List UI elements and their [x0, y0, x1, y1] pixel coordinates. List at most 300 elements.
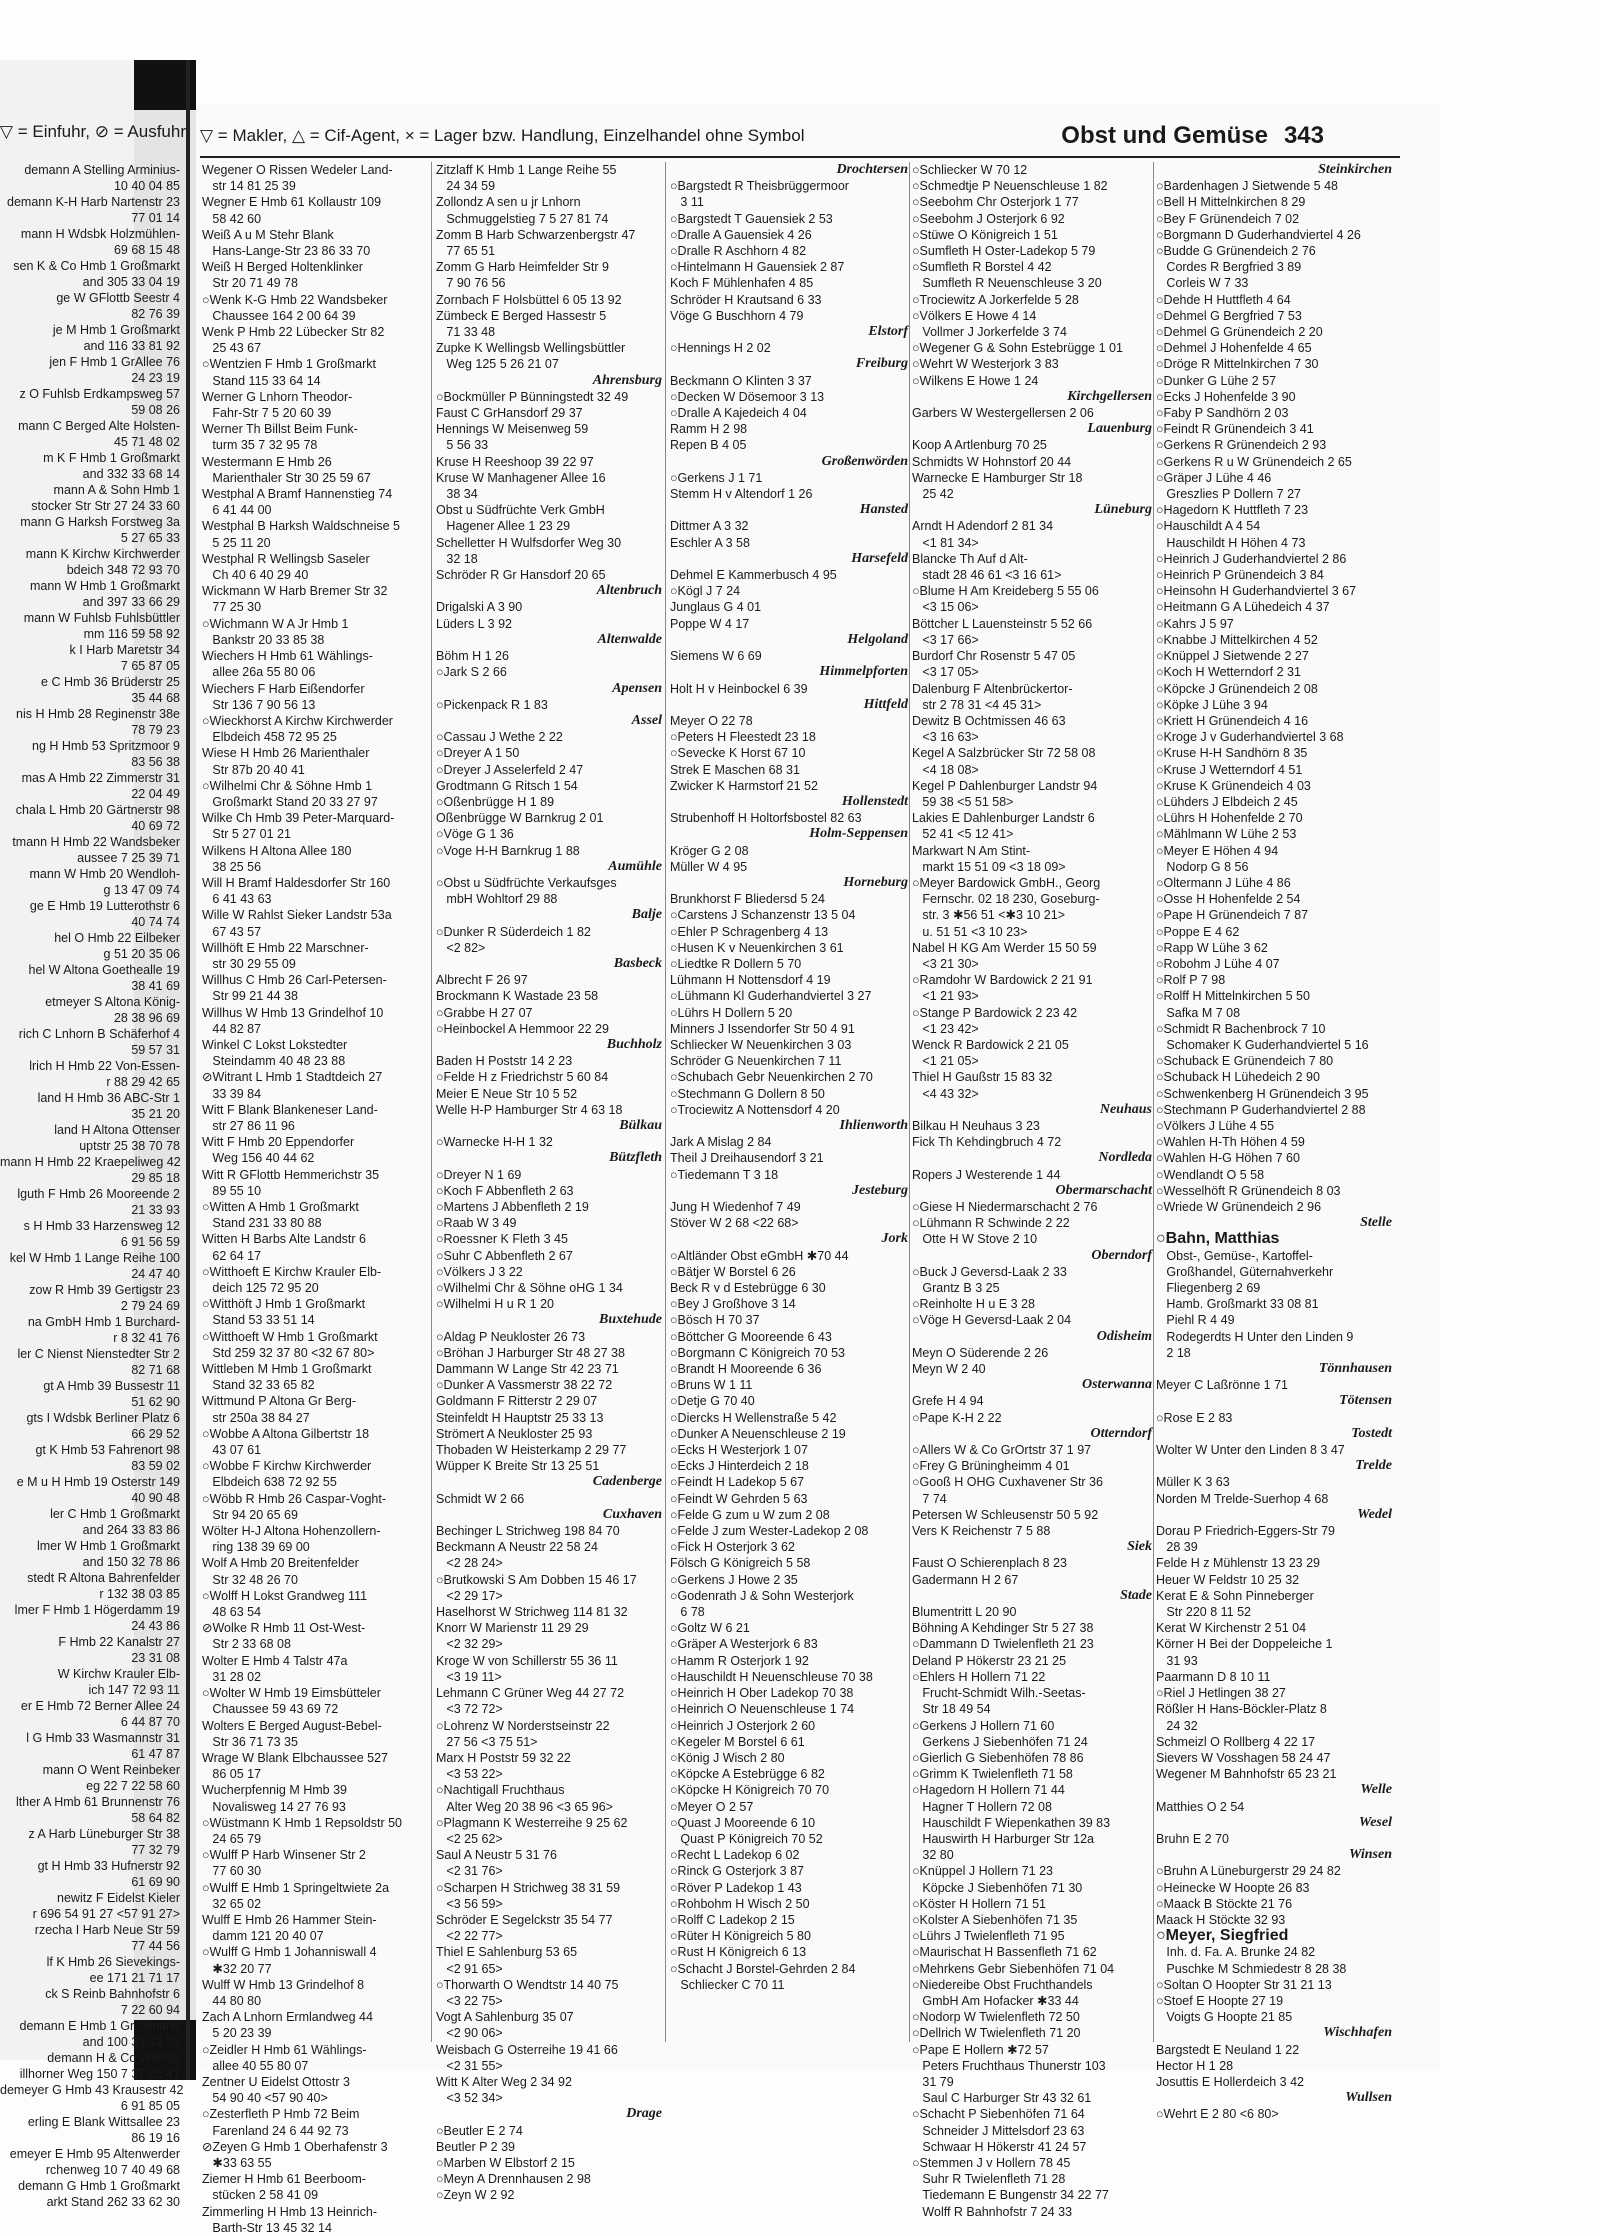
- left-page-line: l G Hmb 33 Wasmannstr 31: [26, 1731, 180, 1745]
- directory-entry: ○Heinrich O Neuenschleuse 1 74: [670, 1702, 855, 1717]
- place-heading: Buxtehude: [598, 1312, 662, 1328]
- directory-entry: ○Bruns W 1 11: [670, 1378, 753, 1393]
- directory-entry: Hamb. Großmarkt 33 08 81: [1156, 1297, 1319, 1312]
- directory-entry: ○Gerkens J Hollern 71 60: [912, 1718, 1055, 1733]
- column-divider: [431, 162, 432, 2042]
- directory-entry: Großmarkt Stand 20 33 27 97: [202, 794, 378, 809]
- left-page-line: chala L Hmb 20 Gärtnerstr 98: [15, 803, 180, 817]
- place-heading: Nordleda: [1098, 1150, 1152, 1166]
- directory-entry: ✱32 20 77: [202, 1961, 272, 1976]
- directory-entry: ○Rose E 2 83: [1156, 1410, 1233, 1425]
- directory-entry: ○Martens J Abbenfleth 2 19: [436, 1200, 589, 1214]
- directory-entry: ○Lühmann Kl Guderhandviertel 3 27: [670, 989, 872, 1004]
- directory-entry: Novalisweg 14 27 76 93: [202, 1799, 346, 1814]
- left-page-line: mm 116 59 58 92: [83, 627, 180, 641]
- left-page-line: 77 32 79: [131, 1843, 180, 1857]
- directory-entry: ○Schacht J Borstel-Gehrden 2 84: [670, 1961, 856, 1976]
- directory-entry: Fölsch G Königreich 5 58: [670, 1556, 811, 1571]
- place-heading: Stade: [1120, 1587, 1152, 1603]
- directory-entry: <3 22 75>: [436, 1993, 503, 2008]
- directory-entry: ○Vöge G 1 36: [436, 827, 514, 842]
- directory-entry: Inh. d. Fa. A. Brunke 24 82: [1156, 1945, 1316, 1960]
- place-heading: Hollenstedt: [841, 793, 908, 809]
- directory-entry: Markwart N Am Stint-: [912, 843, 1031, 858]
- directory-entry: ○Gerkens R Grünendeich 2 93: [1156, 438, 1327, 453]
- directory-entry: ○Witten A Hmb 1 Großmarkt: [202, 1200, 359, 1214]
- directory-entry: ○Wulff P Harb Winsener Str 2: [202, 1848, 366, 1863]
- directory-entry: Peters Fruchthaus Thunerstr 103: [912, 2058, 1106, 2073]
- directory-entry: Witten H Barbs Alte Landstr 6: [202, 1232, 366, 1247]
- directory-entry: Obst u Südfrüchte Verk GmbH: [436, 503, 605, 518]
- directory-entry: ○Ecks H Westerjork 1 07: [670, 1443, 808, 1458]
- directory-entry: ○Thorwarth O Wendtstr 14 40 75: [436, 1977, 619, 1992]
- directory-entry: Wiese H Hmb 26 Marienthaler: [202, 746, 370, 761]
- directory-entry: Paarmann D 8 10 11: [1156, 1669, 1271, 1684]
- directory-entry: ○Wilhelmi Chr & Söhne oHG 1 34: [436, 1281, 623, 1296]
- directory-entry: ○Rüter H Königreich 5 80: [670, 1929, 811, 1944]
- directory-entry: 59 38 <5 51 58>: [912, 794, 1014, 809]
- directory-entry: ○Meyer E Höhen 4 94: [1156, 843, 1279, 858]
- directory-entry: Meier E Neue Str 10 5 52: [436, 1086, 578, 1101]
- left-page-line: 5 27 65 33: [120, 531, 180, 545]
- directory-entry: 6 41 44 00: [202, 503, 272, 518]
- directory-entry: Strubenhoff H Holtorfsbostel 82 63: [670, 811, 862, 826]
- directory-entry: Wilke Ch Hmb 39 Peter-Marquard-: [202, 811, 395, 826]
- directory-entry: Jung H Wiedenhof 7 49: [670, 1200, 801, 1214]
- directory-entry: ○Brandt H Mooreende 6 36: [670, 1362, 822, 1377]
- directory-entry: Wolf A Hmb 20 Breitenfelder: [202, 1556, 359, 1571]
- directory-entry: ○Decken W Dösemoor 3 13: [670, 389, 825, 404]
- directory-entry: 24 65 79: [202, 1831, 262, 1846]
- place-heading: Wischhafen: [1323, 2025, 1392, 2041]
- directory-entry: ○Heinrich P Grünendeich 3 84: [1156, 568, 1324, 583]
- directory-entry: ○Schwenkenberg H Grünendeich 3 95: [1156, 1086, 1369, 1101]
- left-page-line: 66 29 52: [131, 1427, 180, 1441]
- directory-entry: Beckmann A Neustr 22 58 24: [436, 1540, 598, 1555]
- directory-entry: Ch 40 6 40 29 40: [202, 568, 309, 583]
- directory-entry: Schelletter H Wulfsdorfer Weg 30: [436, 535, 622, 550]
- left-page-line: lther A Hmb 61 Brunnenstr 76: [16, 1795, 180, 1809]
- directory-entry: Lakies E Dahlenburger Landstr 6: [912, 811, 1095, 826]
- directory-entry: Koop A Artlenburg 70 25: [912, 438, 1047, 453]
- directory-entry: 77 60 30: [202, 1864, 262, 1879]
- directory-entry: Westphal A Bramf Hannenstieg 74: [202, 487, 393, 502]
- directory-entry: ○Bockmüller P Bünningstedt 32 49: [436, 389, 629, 404]
- left-page-line: na GmbH Hmb 1 Burchard-: [27, 1315, 180, 1329]
- place-heading: Wullsen: [1345, 2090, 1392, 2106]
- place-heading: Stelle: [1360, 1215, 1392, 1231]
- directory-entry: ○Röver P Ladekop 1 43: [670, 1880, 802, 1895]
- directory-entry: Kröger G 2 08: [670, 843, 749, 858]
- directory-entry: Stand 231 33 80 88: [202, 1216, 322, 1231]
- directory-entry: ○Schmidt R Bachenbrock 7 10: [1156, 1021, 1326, 1036]
- directory-entry: ○Peters H Fleestedt 23 18: [670, 730, 816, 745]
- left-page-line: 24 23 19: [131, 371, 180, 385]
- left-page-line: 45 71 48 02: [113, 435, 180, 449]
- directory-entry: Willhus C Hmb 26 Carl-Petersen-: [202, 973, 387, 988]
- directory-entry: ○Wichmann W A Jr Hmb 1: [202, 616, 349, 631]
- left-page-line: 59 08 26: [131, 403, 180, 417]
- directory-entry: ○Witthöft J Hmb 1 Großmarkt: [202, 1297, 366, 1312]
- directory-entry: ○Dunker G Lühe 2 57: [1156, 373, 1277, 388]
- directory-entry: <4 43 32>: [912, 1086, 979, 1101]
- left-page-line: 2 79 24 69: [120, 1299, 180, 1313]
- directory-entry: allee 40 55 80 07: [202, 2058, 309, 2073]
- left-page-line: ler C Nienst Nienstedter Str 2: [17, 1347, 180, 1361]
- directory-entry: Lüders L 3 92: [436, 616, 512, 631]
- directory-entry: ○Bey F Grünendeich 7 02: [1156, 211, 1300, 226]
- directory-entry: ○Lühders J Elbdeich 2 45: [1156, 794, 1298, 809]
- left-page-line: demann A Stelling Arminius-: [24, 163, 180, 177]
- directory-entry: Arndt H Adendorf 2 81 34: [912, 519, 1054, 534]
- directory-entry: ○Lühmann R Schwinde 2 22: [912, 1216, 1070, 1231]
- directory-entry: Greszlies P Dollern 7 27: [1156, 487, 1301, 502]
- directory-entry: Saul C Harburger Str 43 32 61: [912, 2091, 1092, 2106]
- directory-entry: <1 23 42>: [912, 1021, 979, 1036]
- directory-entry: str 250a 38 84 27: [202, 1410, 310, 1425]
- directory-entry: ○Mählmann W Lühe 2 53: [1156, 827, 1297, 842]
- directory-entry: ○Kroge J v Guderhandviertel 3 68: [1156, 730, 1344, 745]
- directory-entry: Elbdeich 638 72 92 55: [202, 1475, 337, 1490]
- directory-entry: ○Knüppel J Hollern 71 23: [912, 1864, 1053, 1879]
- directory-entry: Ziemer H Hmb 61 Beerboom-: [202, 2172, 366, 2187]
- directory-entry: <3 16 63>: [912, 730, 979, 745]
- left-page-line: g 13 47 09 74: [103, 883, 180, 897]
- directory-entry: ○Budde G Grünendeich 2 76: [1156, 244, 1316, 259]
- left-page-line: lmer F Hmb 1 Högerdamm 19: [14, 1603, 180, 1617]
- left-page-line: 82 71 68: [131, 1363, 180, 1377]
- directory-entry: ○Kruse K Grünendeich 4 03: [1156, 778, 1311, 793]
- directory-entry: Wilkens H Altona Allee 180: [202, 843, 352, 858]
- directory-entry: ○Heinrich J Guderhandviertel 2 86: [1156, 551, 1347, 566]
- directory-entry: <1 81 34>: [912, 535, 979, 550]
- directory-entry: Wulff W Hmb 13 Grindelhof 8: [202, 1977, 365, 1992]
- place-heading: Kirchgellersen: [1067, 388, 1152, 404]
- directory-entry: Ropers J Westerende 1 44: [912, 1167, 1061, 1182]
- directory-entry: Wrage W Blank Elbchaussee 527: [202, 1750, 388, 1765]
- directory-entry: Albrecht F 26 97: [436, 973, 528, 988]
- directory-entry: Thiel E Sahlenburg 53 65: [436, 1945, 578, 1960]
- left-page-line: arkt Stand 262 33 62 30: [46, 2195, 180, 2209]
- directory-entry: Voigts G Hoopte 21 85: [1156, 2010, 1293, 2025]
- directory-entry: Stöver W 2 68 <22 68>: [670, 1216, 799, 1231]
- directory-entry: mbH Wohltorf 29 88: [436, 892, 558, 907]
- directory-entry: ○Stemmen J v Hollern 78 45: [912, 2155, 1071, 2170]
- header-rule: [200, 156, 1400, 158]
- place-heading: Oberndorf: [1091, 1247, 1152, 1263]
- directory-entry: <1 21 93>: [912, 989, 979, 1004]
- directory-entry: ○Dralle A Gauensiek 4 26: [670, 227, 812, 242]
- left-page-column: [0, 162, 186, 2209]
- left-page-line: mann W Hmb 20 Wendloh-: [29, 867, 180, 881]
- directory-entry: ○Aldag P Neukloster 26 73: [436, 1329, 586, 1344]
- place-heading: Holm-Seppensen: [809, 826, 908, 842]
- directory-entry: ○Köpcke A Estebrügge 6 82: [670, 1767, 825, 1782]
- directory-entry: ○Stechmann G Dollern 8 50: [670, 1086, 825, 1101]
- place-heading: Odisheim: [1096, 1328, 1152, 1344]
- left-page-line: ck S Reinb Bahnhofstr 6: [45, 1987, 180, 2001]
- directory-entry: Zentner U Eidelst Ottostr 3: [202, 2074, 350, 2089]
- directory-entry: Farenland 24 6 44 92 73: [202, 2123, 349, 2138]
- left-page-line: mann K Kirchw Kirchwerder: [25, 547, 180, 561]
- directory-entry: Weg 156 40 44 62: [202, 1151, 315, 1166]
- directory-entry: ○Felde G zum u W zum 2 08: [670, 1507, 830, 1522]
- directory-entry: 54 90 40 <57 90 40>: [202, 2091, 328, 2106]
- directory-entry: Str 18 49 54: [912, 1702, 991, 1717]
- directory-entry: Weiß A u M Stehr Blank: [202, 227, 334, 242]
- directory-entry: Marx H Poststr 59 32 22: [436, 1750, 571, 1765]
- directory-entry: Steindamm 40 48 23 88: [202, 1054, 346, 1069]
- left-page-line: r 8 32 41 76: [113, 1331, 180, 1345]
- left-page-line: mann W Fuhlsb Fuhlsbüttler: [23, 611, 180, 625]
- left-page-line: mann G Harksh Forstweg 3a: [20, 515, 180, 529]
- place-heading: Freiburg: [855, 356, 908, 372]
- directory-entry: Gadermann H 2 67: [912, 1572, 1019, 1587]
- directory-entry: Bechinger L Strichweg 198 84 70: [436, 1524, 620, 1539]
- directory-entry: Wenk P Hmb 22 Lübecker Str 82: [202, 325, 385, 340]
- left-page-line: 6 44 87 70: [120, 1715, 180, 1729]
- directory-entry: Piehl R 4 49: [1156, 1313, 1235, 1328]
- directory-entry: ○Carstens J Schanzenstr 13 5 04: [670, 908, 856, 923]
- directory-entry: Deland P Hökerstr 23 21 25: [912, 1653, 1067, 1668]
- directory-entry: ○Beutler E 2 74: [436, 2123, 523, 2138]
- directory-entry: Hector H 1 28: [1156, 2058, 1234, 2073]
- directory-entry: Knorr W Marienstr 11 29 29: [436, 1621, 589, 1636]
- place-heading: Obermarschacht: [1055, 1182, 1152, 1198]
- directory-entry: Otte H W Stove 2 10: [912, 1232, 1038, 1247]
- directory-entry: ○Dammann D Twielenfleth 21 23: [912, 1637, 1094, 1652]
- directory-entry: Hennings W Meisenweg 59: [436, 422, 589, 437]
- directory-entry: ○Dreyer J Asselerfeld 2 47: [436, 762, 584, 777]
- directory-entry: ○Schmedtje P Neuenschleuse 1 82: [912, 179, 1108, 194]
- directory-entry: ○Rolff C Ladekop 2 15: [670, 1912, 795, 1927]
- directory-entry: Blancke Th Auf d Alt-: [912, 551, 1028, 566]
- directory-entry: ○Rohbohm H Wisch 2 50: [670, 1896, 810, 1911]
- directory-entry: 25 43 67: [202, 341, 262, 356]
- featured-entry: ○Meyer, Siegfried: [1156, 1927, 1289, 1945]
- directory-entry: ○Völkers E Howe 4 14: [912, 308, 1037, 323]
- directory-entry: Zach A Lnhorn Ermlandweg 44: [202, 2010, 373, 2025]
- directory-entry: 77 65 51: [436, 244, 496, 259]
- directory-entry: ○Wahlen H-G Höhen 7 60: [1156, 1151, 1300, 1166]
- directory-entry: ○Hennings H 2 02: [670, 341, 771, 356]
- directory-entry: Theil J Dreihausendorf 3 21: [670, 1151, 824, 1166]
- directory-entry: ○Kögl J 7 24: [670, 584, 741, 599]
- directory-entry: u. 51 51 <3 10 23>: [912, 924, 1028, 939]
- left-page-line: F Hmb 22 Kanalstr 27: [58, 1635, 180, 1649]
- directory-entry: Matthies O 2 54: [1156, 1799, 1245, 1814]
- directory-entry: Brunkhorst F Bliedersd 5 24: [670, 892, 825, 907]
- directory-entry: Zimmerling H Hmb 13 Heinrich-: [202, 2204, 378, 2219]
- directory-entry: Stand 115 33 64 14: [202, 373, 321, 388]
- directory-entry: 7 74: [912, 1491, 947, 1506]
- directory-entry: 24 32: [1156, 1718, 1198, 1733]
- directory-entry: Wüpper K Breite Str 13 25 51: [436, 1459, 600, 1474]
- directory-entry: Müller W 4 95: [670, 859, 748, 874]
- place-heading: Aumühle: [608, 858, 662, 874]
- place-heading: Osterwanna: [1081, 1377, 1152, 1393]
- directory-entry: ○Feindt W Gehrden 5 63: [670, 1491, 808, 1506]
- directory-entry: 38 34: [436, 487, 478, 502]
- directory-entry: ○Nachtigall Fruchthaus: [436, 1783, 565, 1798]
- directory-entry: Thobaden W Heisterkamp 2 29 77: [436, 1443, 627, 1458]
- directory-entry: Schmidts W Hohnstorf 20 44: [912, 454, 1072, 469]
- place-heading: Cadenberge: [592, 1474, 662, 1490]
- directory-entry: ○Dralle A Kajedeich 4 04: [670, 406, 807, 421]
- directory-entry: ○Köpcke J Grünendeich 2 08: [1156, 681, 1318, 696]
- directory-entry: Sievers W Vosshagen 58 24 47: [1156, 1750, 1331, 1765]
- directory-entry: ○Hamm R Osterjork 1 92: [670, 1653, 809, 1668]
- directory-entry: ○Dunker A Vassmerstr 38 22 72: [436, 1378, 613, 1393]
- left-page-line: 23 31 08: [131, 1651, 180, 1665]
- directory-entry: ○Liedtke R Dollern 5 70: [670, 956, 802, 971]
- directory-entry: ○Hagedorn H Hollern 71 44: [912, 1783, 1065, 1798]
- directory-entry: ○Bröhan J Harburger Str 48 27 38: [436, 1345, 625, 1360]
- directory-entry: ○Quast J Mooreende 6 10: [670, 1815, 816, 1830]
- directory-entry: Werner G Lnhorn Theodor-: [202, 389, 353, 404]
- left-page-line: g 51 20 35 06: [103, 947, 180, 961]
- left-page-line: rich C Lnhorn B Schäferhof 4: [18, 1027, 180, 1041]
- directory-entry: Wiechers F Harb Eißendorfer: [202, 681, 365, 696]
- directory-entry: Fick Th Kehdingbruch 4 72: [912, 1135, 1062, 1150]
- directory-entry: Hauswirth H Harburger Str 12a: [912, 1831, 1095, 1846]
- directory-entry: Zollondz A sen u jr Lnhorn: [436, 195, 581, 210]
- directory-entry: ○Dunker R Süderdeich 1 82: [436, 924, 591, 939]
- directory-entry: ○Zeyn W 2 92: [436, 2188, 515, 2203]
- place-heading: Balje: [631, 907, 662, 923]
- left-page-line: eg 22 7 22 58 60: [86, 1779, 180, 1793]
- directory-entry: stücken 2 58 41 09: [202, 2188, 319, 2203]
- directory-entry: Sumfleth R Neuenschleuse 3 20: [912, 276, 1102, 291]
- directory-entry: ○Giese H Niedermarschacht 2 76: [912, 1200, 1098, 1214]
- left-page-line: lguth F Hmb 26 Mooreende 2: [17, 1187, 180, 1201]
- directory-entry: Felde H z Mühlenstr 13 23 29: [1156, 1556, 1320, 1571]
- directory-entry: Str 99 21 44 38: [202, 989, 298, 1004]
- directory-entry: ⊘Wolke R Hmb 11 Ost-West-: [202, 1621, 366, 1636]
- directory-entry: <4 18 08>: [912, 762, 979, 777]
- directory-entry: ○Poppe E 4 62: [1156, 924, 1240, 939]
- directory-entry: Schröder G Neuenkirchen 7 11: [670, 1054, 842, 1069]
- directory-entry: ○Borgmann C Königreich 70 53: [670, 1345, 846, 1360]
- directory-entry: Eschler A 3 58: [670, 535, 750, 550]
- directory-entry: ○Wolter W Hmb 19 Eimsbütteler: [202, 1686, 381, 1701]
- directory-entry: Nodorp G 8 56: [1156, 859, 1249, 874]
- directory-entry: Hauschildt F Wiepenkathen 39 83: [912, 1815, 1111, 1830]
- directory-entry: ○Lührs H Dollern 5 20: [670, 1005, 793, 1020]
- directory-entry: 32 18: [436, 551, 478, 566]
- left-page-header: [0, 118, 186, 146]
- directory-entry: Poppe W 4 17: [670, 616, 750, 631]
- directory-entry: Dammann W Lange Str 42 23 71: [436, 1362, 619, 1377]
- directory-entry: Vers K Reichenstr 7 5 88: [912, 1524, 1051, 1539]
- directory-entry: ○Koch H Wetterndorf 2 31: [1156, 665, 1301, 680]
- directory-entry: Zornbach F Holsbüttel 6 05 13 92: [436, 292, 622, 307]
- left-page-line: land H Altona Ottenser: [54, 1123, 180, 1137]
- directory-entry: Oßenbrügge W Barnkrug 2 01: [436, 811, 604, 826]
- directory-entry: ○Schuback H Lühedeich 2 90: [1156, 1070, 1320, 1085]
- column-divider: [665, 162, 666, 2042]
- directory-entry: ○Gooß H OHG Cuxhavener Str 36: [912, 1475, 1103, 1490]
- directory-entry: Siemens W 6 69: [670, 649, 762, 664]
- directory-entry: ○Husen K v Neuenkirchen 3 61: [670, 940, 844, 955]
- left-page-line: 51 62 90: [131, 1395, 180, 1409]
- left-page-line: je M Hmb 1 Großmarkt: [52, 323, 180, 337]
- directory-column-5: [1156, 162, 1392, 2122]
- left-page-line: hel O Hmb 22 Eilbeker: [54, 931, 180, 945]
- place-heading: Assel: [631, 712, 662, 728]
- directory-entry: Steinfeldt H Hauptstr 25 33 13: [436, 1410, 604, 1425]
- directory-entry: Safka M 7 08: [1156, 1005, 1241, 1020]
- directory-entry: ○Sumfleth H Oster-Ladekop 5 79: [912, 244, 1096, 259]
- place-heading: Wesel: [1358, 1814, 1392, 1830]
- directory-entry: ○Detje G 70 40: [670, 1394, 755, 1409]
- directory-entry: 71 33 48: [436, 325, 496, 340]
- left-page-line: demeyer G Hmb 43 Krausestr 42: [0, 2083, 184, 2097]
- symbol-legend: ▽ = Makler, △ = Cif-Agent, × = Lager bzw. Handlung, Einzelhandel ohne Symbol: [200, 126, 805, 145]
- directory-entry: Str 87b 20 40 41: [202, 762, 305, 777]
- directory-entry: ○Wöbb R Hmb 26 Caspar-Voght-: [202, 1491, 387, 1506]
- directory-entry: ○Seebohm Chr Osterjork 1 77: [912, 195, 1079, 210]
- directory-entry: ○Raab W 3 49: [436, 1216, 517, 1231]
- directory-entry: Haselhorst W Strichweg 114 81 32: [436, 1605, 628, 1620]
- directory-entry: 44 80 80: [202, 1993, 262, 2008]
- left-page-line: demann E Hmb 1 Großmarkt: [19, 2019, 180, 2033]
- directory-entry: ○Pape H Grünendeich 7 87: [1156, 908, 1309, 923]
- directory-entry: Fliegenberg 2 69: [1156, 1281, 1261, 1296]
- directory-entry: Lühmann H Nottensdorf 4 19: [670, 973, 831, 988]
- directory-entry: Dorau P Friedrich-Eggers-Str 79: [1156, 1524, 1336, 1539]
- directory-entry: Saul A Neustr 5 31 76: [436, 1848, 557, 1863]
- directory-entry: ○Brutkowski S Am Dobben 15 46 17: [436, 1572, 637, 1587]
- place-heading: Altenwalde: [597, 631, 662, 647]
- directory-entry: ○Wehrt W Westerjork 3 83: [912, 357, 1059, 372]
- directory-entry: 7 90 76 56: [436, 276, 506, 291]
- directory-entry: Tiedemann E Bungenstr 34 22 77: [912, 2188, 1109, 2203]
- directory-entry: ○Rapp W Lühe 3 62: [1156, 940, 1268, 955]
- directory-entry: 58 42 60: [202, 211, 262, 226]
- directory-entry: ○Rust H Königreich 6 13: [670, 1945, 807, 1960]
- directory-entry: 89 55 10: [202, 1183, 262, 1198]
- directory-entry: Minners J Issendorfer Str 50 4 91: [670, 1021, 855, 1036]
- left-page-line: 10 40 04 85: [113, 179, 180, 193]
- directory-entry: Zwicker K Harmstorf 21 52: [670, 778, 818, 793]
- directory-entry: 33 39 84: [202, 1086, 262, 1101]
- section-title: Obst und Gemüse: [1061, 122, 1268, 149]
- directory-entry: ○Maack B Stöckte 21 76: [1156, 1896, 1293, 1911]
- directory-entry: Bruhn E 2 70: [1156, 1831, 1229, 1846]
- left-page-line: and 100 33 43 33: [82, 2035, 180, 2049]
- directory-entry: ○Wulff E Hmb 1 Springeltwiete 2a: [202, 1880, 390, 1895]
- left-page-line: gt A Hmb 39 Bussestr 11: [43, 1379, 180, 1393]
- directory-entry: Beutler P 2 39: [436, 2139, 515, 2154]
- directory-entry: Koch F Mühlenhafen 4 85: [670, 276, 814, 291]
- directory-entry: Kerat W Kirchenstr 2 51 04: [1156, 1621, 1307, 1636]
- place-heading: Tostedt: [1351, 1425, 1392, 1441]
- directory-entry: ○Lührs J Twielenfleth 71 95: [912, 1929, 1065, 1944]
- place-heading: Himmelpforten: [819, 664, 908, 680]
- left-page-line: 6 91 56 59: [120, 1235, 180, 1249]
- left-page-line: 59 57 31: [131, 1043, 180, 1057]
- left-page-line: newitz F Eidelst Kieler: [57, 1891, 180, 1905]
- directory-entry: Rößler H Hans-Böckler-Platz 8: [1156, 1702, 1327, 1717]
- directory-entry: ○Heinbockel A Hemmoor 22 29: [436, 1021, 609, 1036]
- directory-entry: Brockmann K Wastade 23 58: [436, 989, 599, 1004]
- left-page-line: W Kirchw Krauler Elb-: [57, 1667, 180, 1681]
- place-heading: Cuxhaven: [602, 1506, 662, 1522]
- directory-entry: Wittmund P Altona Gr Berg-: [202, 1394, 356, 1409]
- directory-entry: Faust O Schierenplach 8 23: [912, 1556, 1067, 1571]
- left-page-line: and 264 33 83 86: [82, 1523, 180, 1537]
